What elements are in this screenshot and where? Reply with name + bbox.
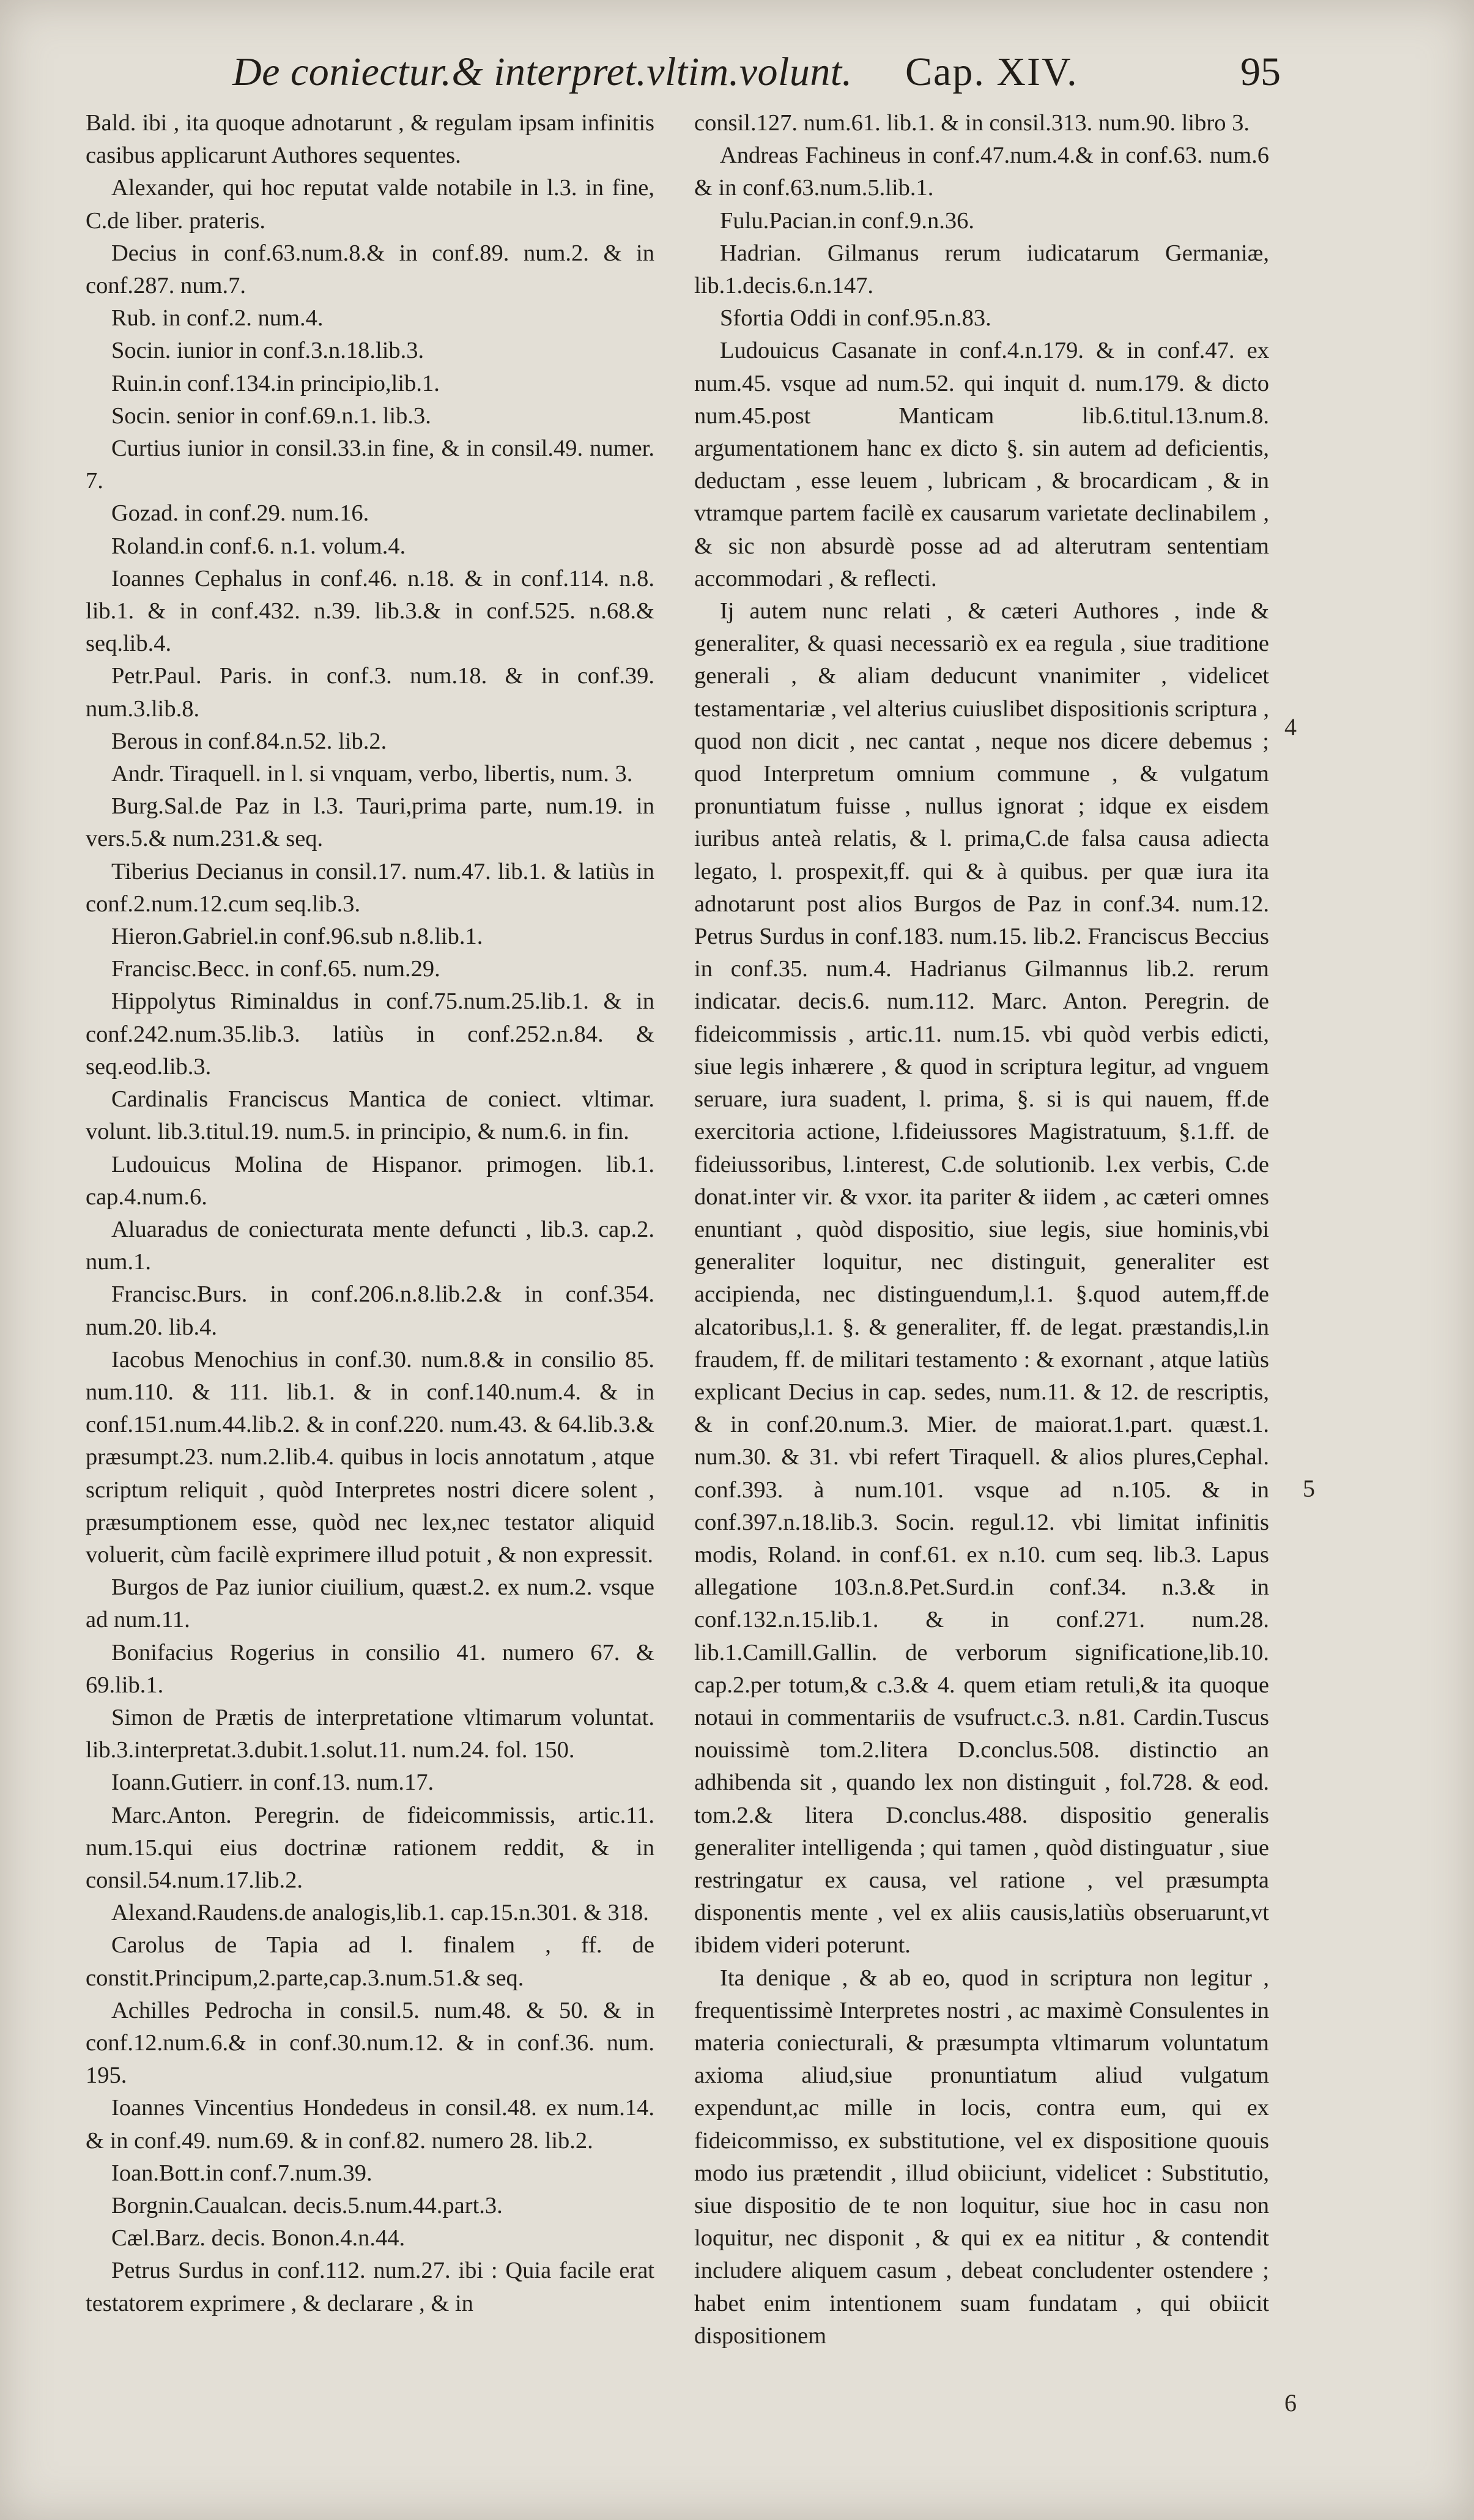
citation: Hippolytus Riminaldus in conf.75.num.25.lib.1. & in conf.242.num.35.lib.3. latiùs in conf.252.n.84. & seq.eod.lib.3. <box>86 988 654 1080</box>
right-column <box>694 107 1269 2480</box>
citation: Ludouicus Molina de Hispanor. primogen. lib.1. cap.4.num.6. <box>86 1151 654 1210</box>
citation: Carolus de Tapia ad l. finalem , ff. de constit.Principum,2.parte,cap.3.num.51.& seq. <box>86 1932 654 1991</box>
citation: Ruin.in conf.134.in principio,lib.1. <box>111 370 440 396</box>
running-title: De coniectur.& interpret.vltim.volunt. <box>232 50 853 94</box>
citation: Gozad. in conf.29. num.16. <box>111 500 369 527</box>
citation: Iacobus Menochius in conf.30. num.8.& in consilio 85. num.110. & 111. lib.1. & in conf.140.num.4. & in conf.151.num.44.lib.2. & in conf.220. num.43. & 64.lib.3.& præsumpt.23. num.2.lib.4. quibus in locis annotatum , atque scriptum reliquit , quòd Interpretes nostri dicere solent , præsumptionem esse, quòd nec lex,nec testator aliquid voluerit, cùm facilè exprimere illud potuit , & non expressit. <box>86 1346 654 1568</box>
citation: Socin. senior in conf.69.n.1. lib.3. <box>111 402 431 429</box>
citation: consil.127. num.61. lib.1. & in consil.313. num.90. libro 3. <box>694 110 1250 136</box>
citation: Andr. Tiraquell. in l. si vnquam, verbo, libertis, num. 3. <box>111 761 633 787</box>
citation: Curtius iunior in consil.33.in fine, & in consil.49. numer. 7. <box>86 435 654 494</box>
citation: Achilles Pedrocha in consil.5. num.48. & 50. & in conf.12.num.6.& in conf.30.num.12. & in conf.36. num. 195. <box>86 1997 654 2089</box>
citation: Tiberius Decianus in consil.17. num.47. lib.1. & latiùs in conf.2.num.12.cum seq.lib.3. <box>86 858 654 917</box>
citation: Rub. in conf.2. num.4. <box>111 305 324 332</box>
citation: Simon de Prætis de interpretatione vltimarum voluntat. lib.3.interpretat.3.dubit.1.solut.11. num.24. fol. 150. <box>86 1704 654 1763</box>
citation: Petrus Surdus in conf.112. num.27. ibi : Quia facile erat testatorem exprimere , & declarare , & in <box>86 2258 654 2316</box>
citation: Aluaradus de coniecturata mente defuncti , lib.3. cap.2. num.1. <box>86 1216 654 1275</box>
paragraph: Ij autem nunc relati , & cæteri Authores , inde & generaliter, & quasi necessariò ex ea regula , siue traditione generali , & aliam deducunt vnanimiter , videlicet testamentariæ , vel alterius cuiuslibet dispositionis scriptura , quod non dicit , nec cantat , neque nos dicere debemus ; quod Interpretum omnium commune , & vulgatum pronuntiatum fuisse , nullus ignorat ; idque ex eisdem iuribus anteà relatis, & l. prima,C.de falsa causa adiecta legato, l. prospexit,ff. qui & à quibus. per quæ iura ita adnotarunt post alios Burgos de Paz in conf.34. num.12. Petrus Surdus in conf.183. num.15. lib.2. Franciscus Beccius in conf.35. num.4. Hadrianus Gilmannus lib.2. rerum indicatar. decis.6. num.112. Marc. Anton. Peregrin. de fideicommissis , artic.11. num.15. vbi quòd verbis edicti, siue legis inhærere , & quod in scriptura legitur, ad vnguem seruare, iura suadent, l. prima, §. si is qui nauem, ff.de exercitoria actione, l.fideiussores Magistratuum, §.1.ff. de fideiussoribus, l.interest, C.de solutionib. l.ex verbis, C.de donat.inter vir. & vxor. ita pariter & iidem , ac cæteri omnes enuntiant , quòd dispositio, siue legis, siue hominis,vbi generaliter loquitur, nec distinguit, generaliter est accipienda, nec distinguendum,l.1. §.quod autem,ff.de alcatoribus,l.1. §. & generaliter, ff. de legat. præstandis,l.in fraudem, ff. de militari testamento : & exornant , atque latiùs explicant Decius in cap. sedes, num.11. & 12. de rescriptis, & in conf.20.num.3. Mier. de maiorat.1.part. quæst.1. num.30. & 31. vbi refert Tiraquell. & alios plures,Cephal. conf.393. à num.101. vsque ad n.105. & in conf.397.n.18.lib.3. Socin. regul.12. vbi limitat infinitis modis, Roland. in conf.61. ex n.10. cum seq. lib.3. Lapus allegatione 103.n.8.Pet.Surd.in conf.34. n.3.& in conf.132.n.15.lib.1. & in conf.271. num.28. lib.1.Camill.Gallin. de verborum significatione,lib.10. cap.2.per totum,& c.3.& 4. quem etiam retuli,& ita quoque notaui in commentariis de vsufruct.c.3. n.81. Cardin.Tuscus nouissimè tom.2.litera D.conclus.508. distinctio an adhibenda sit , quando lex non distinguit , fol.728. & eod. tom.2.& litera D.conclus.488. dispositio generalis generaliter intelligenda ; qui tamen , quòd distinguatur , siue restringatur ex causa, vel ratione , vel præsumpta disponentis mente , vel ex aliis causis,latiùs obseruarunt,vt ibidem videri poterunt. <box>694 598 1269 1959</box>
citation: Francisc.Becc. in conf.65. num.29. <box>111 956 440 982</box>
citation: Roland.in conf.6. n.1. volum.4. <box>111 533 406 559</box>
citation: Socin. iunior in conf.3.n.18.lib.3. <box>111 338 424 364</box>
citation: Fulu.Pacian.in conf.9.n.36. <box>720 207 974 234</box>
citation: Hieron.Gabriel.in conf.96.sub n.8.lib.1. <box>111 924 483 950</box>
margin-number: 5 <box>1303 1475 1315 1502</box>
citation: Decius in conf.63.num.8.& in conf.89. num.2. & in conf.287. num.7. <box>86 240 654 299</box>
citation: Marc.Anton. Peregrin. de fideicommissis, artic.11. num.15.qui eius doctrinæ rationem reddit, & in consil.54.num.17.lib.2. <box>86 1802 654 1893</box>
citation: Burgos de Paz iunior ciuilium, quæst.2. ex num.2. vsque ad num.11. <box>86 1574 654 1633</box>
citation: Burg.Sal.de Paz in l.3. Tauri,prima parte, num.19. in vers.5.& num.231.& seq. <box>86 793 654 852</box>
citation: Ioann.Gutierr. in conf.13. num.17. <box>111 1770 434 1796</box>
left-column <box>86 107 654 2480</box>
paragraph: Bald. ibi , ita quoque adnotarunt , & regulam ipsam infinitis casibus applicarunt Authores sequentes. <box>86 110 654 169</box>
chapter-label: Cap. XIV. <box>905 50 1078 94</box>
citation: Ioannes Cephalus in conf.46. n.18. & in conf.114. n.8. lib.1. & in conf.432. n.39. lib.3.& in conf.525. n.68.& seq.lib.4. <box>86 565 654 657</box>
margin-number: 6 <box>1284 2389 1297 2417</box>
citation: Petr.Paul. Paris. in conf.3. num.18. & in conf.39. num.3.lib.8. <box>86 663 654 722</box>
citation: Francisc.Burs. in conf.206.n.8.lib.2.& in conf.354. num.20. lib.4. <box>86 1281 654 1340</box>
running-header <box>0 43 1474 110</box>
citation: Bonifacius Rogerius in consilio 41. numero 67. & 69.lib.1. <box>86 1639 654 1698</box>
paragraph: Ludouicus Casanate in conf.4.n.179. & in conf.47. ex num.45. vsque ad num.52. qui inquit d. num.179. & dicto num.45.post Manticam lib.6.titul.13.num.8. argumentationem hanc ex dicto §. sin autem ad deficientis, deductam , esse leuem , lubricam , & brocardicam , & in vtramque partem facilè ex causarum varietate declinabilem , & sic non absurdè posse ad ad alterutram sententiam accommodari , & reflecti. <box>694 338 1269 591</box>
paragraph: Ita denique , & ab eo, quod in scriptura non legitur , frequentissimè Interpretes nostri , ac maximè Consulentes in materia coniecturali, & præsumpta vltimarum voluntatum axioma aliud,siue pronuntiatum aliud vulgatum expendunt,ac mille in locis, contra eum, qui ex fideicommisso, ex substitutione, vel ex dispositione quouis modo ius prætendit , illud obiiciunt, videlicet : Substitutio, siue dispositio de te non loquitur, siue hoc in casu non loquitur, nec disponit , & qui ex ea nititur , & contendit includere aliquem casum , debeat concludenter ostendere ; habet enim intentionem suam fundatam , qui obiicit dispositionem <box>694 1965 1269 2349</box>
citation: Alexand.Raudens.de analogis,lib.1. cap.15.n.301. & 318. <box>111 1900 649 1926</box>
citation: Hadrian. Gilmanus rerum iudicatarum Germaniæ, lib.1.decis.6.n.147. <box>694 240 1269 299</box>
margin-number: 4 <box>1284 713 1297 741</box>
citation: Berous in conf.84.n.52. lib.2. <box>111 728 387 754</box>
citation: Alexander, qui hoc reputat valde notabile in l.3. in fine, C.de liber. prateris. <box>86 175 654 234</box>
citation: Andreas Fachineus in conf.47.num.4.& in conf.63. num.6 & in conf.63.num.5.lib.1. <box>694 143 1269 201</box>
citation: Cæl.Barz. decis. Bonon.4.n.44. <box>111 2225 406 2251</box>
citation: Cardinalis Franciscus Mantica de coniect. vltimar. volunt. lib.3.titul.19. num.5. in principio, & num.6. in fin. <box>86 1086 654 1145</box>
citation: Sfortia Oddi in conf.95.n.83. <box>720 305 991 332</box>
citation: Ioan.Bott.in conf.7.num.39. <box>111 2160 372 2186</box>
page-number: 95 <box>1240 50 1281 94</box>
citation: Ioannes Vincentius Hondedeus in consil.48. ex num.14. & in conf.49. num.69. & in conf.82. numero 28. lib.2. <box>86 2095 654 2154</box>
citation: Borgnin.Caualcan. decis.5.num.44.part.3. <box>111 2193 503 2218</box>
